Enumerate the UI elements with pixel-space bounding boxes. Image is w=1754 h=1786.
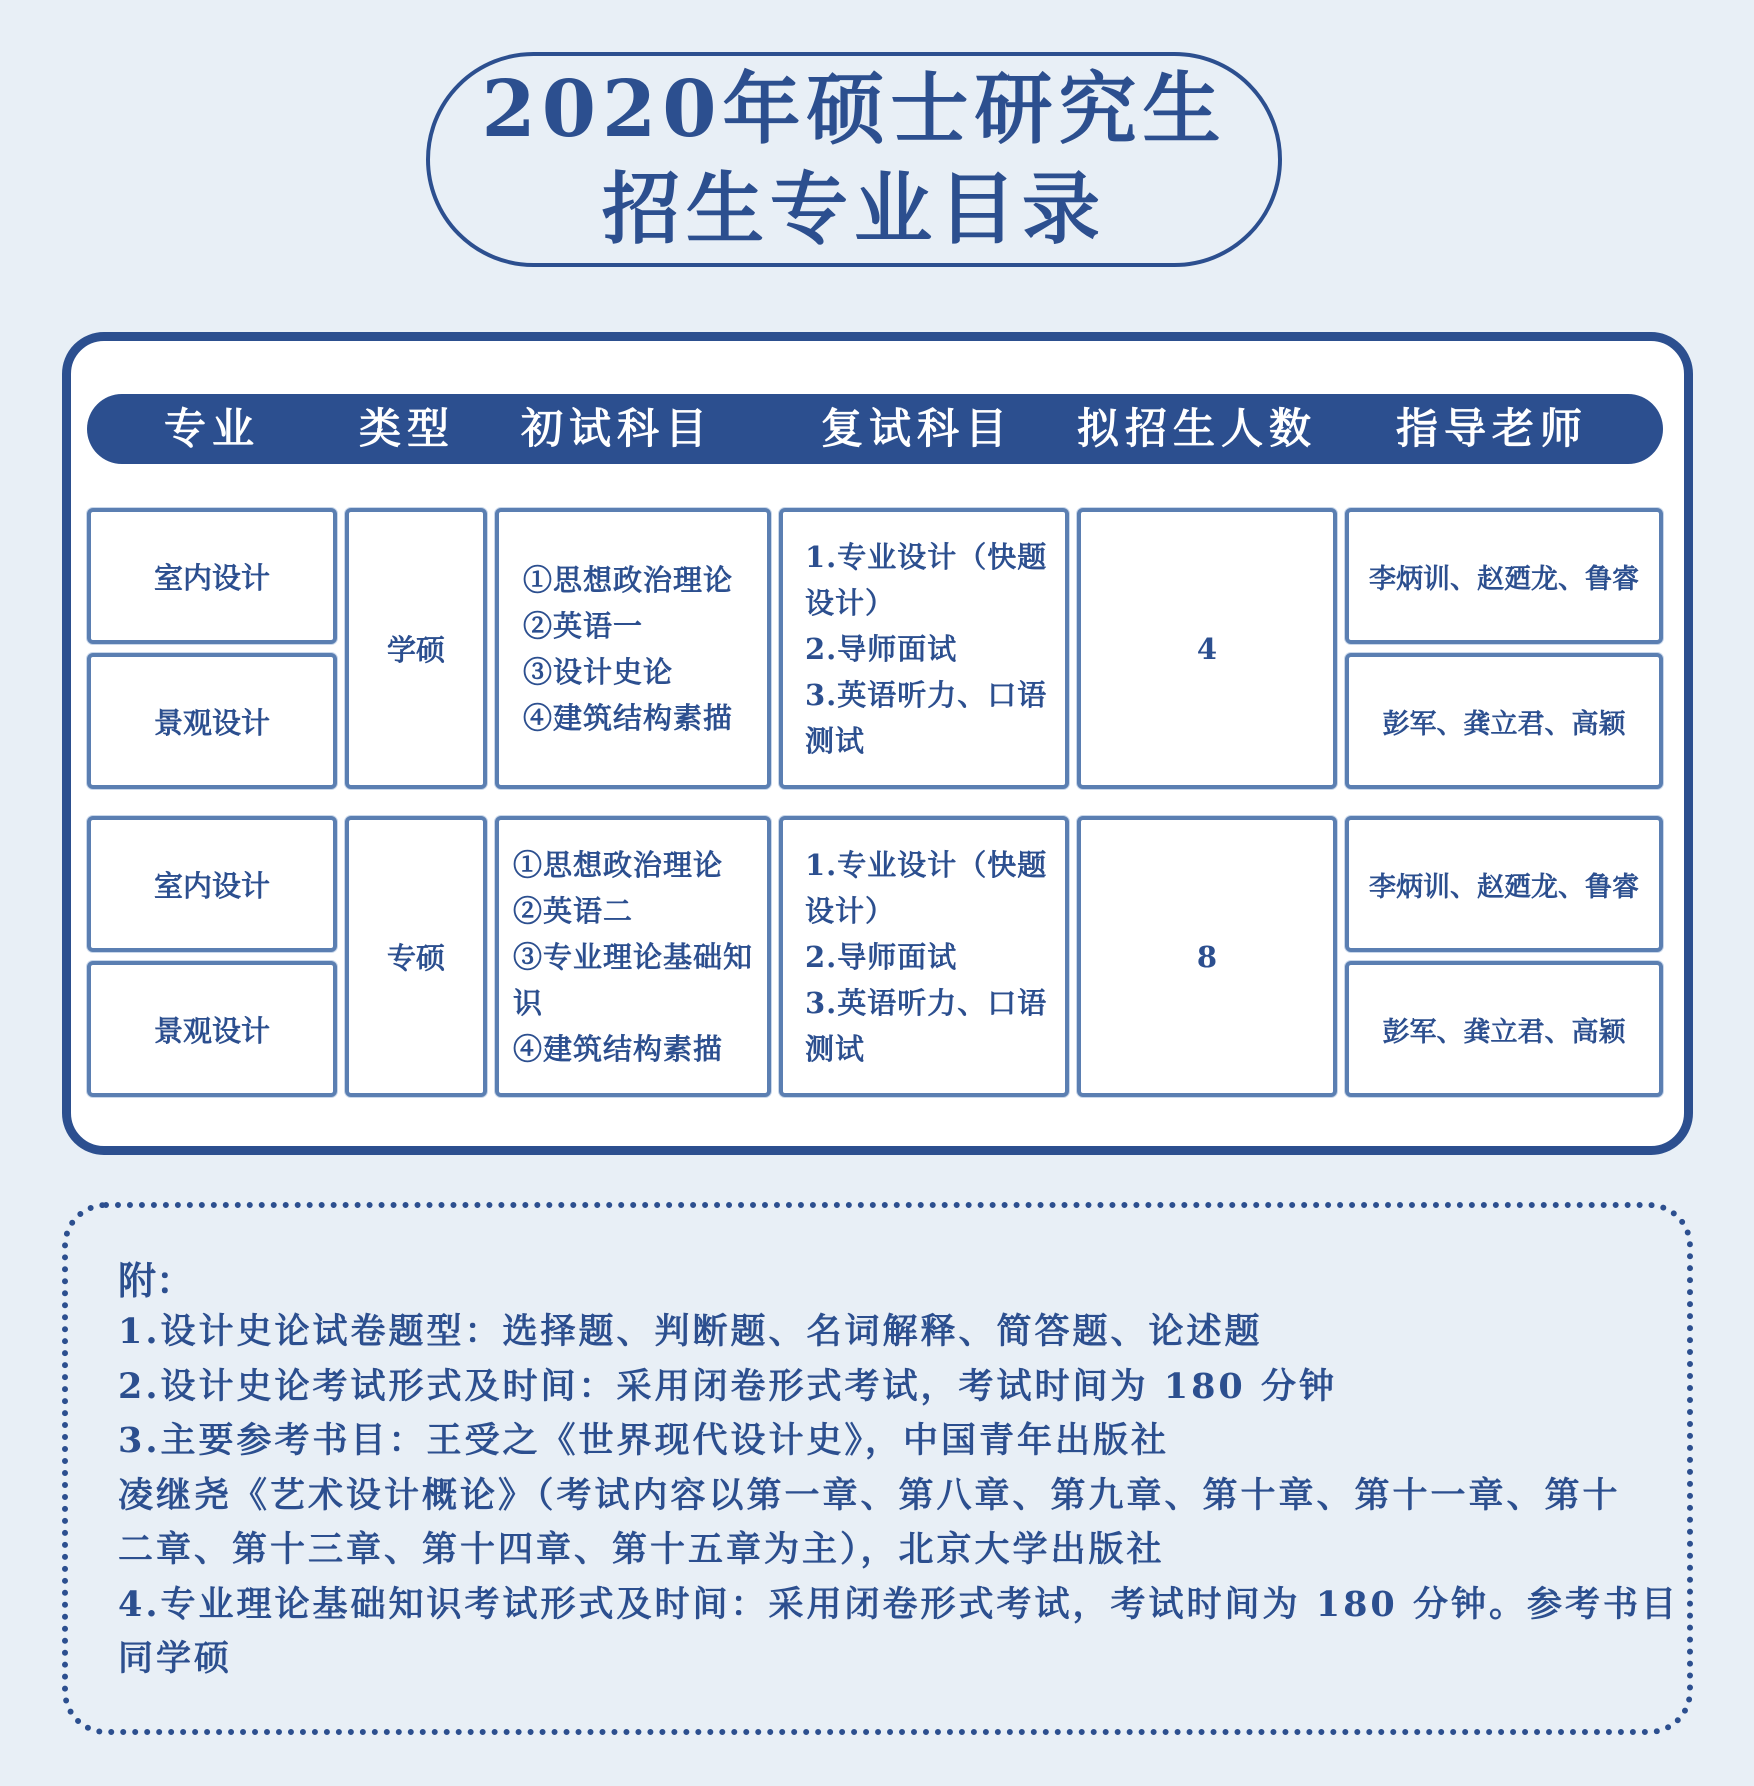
- subject-line: ②英语二: [513, 893, 634, 928]
- type-cell: [345, 816, 487, 1097]
- note-line: 1.设计史论试卷题型：选择题、判断题、名词解释、简答题、论述题: [118, 1311, 1263, 1352]
- degree-type: 专硕: [386, 941, 445, 975]
- header-initial-subjects: 初试科目: [520, 404, 713, 453]
- enrollment-cell: [1077, 816, 1337, 1097]
- enrollment-count: 4: [1196, 631, 1218, 666]
- advisors-cell: [1345, 653, 1663, 789]
- header-major: 专业: [163, 404, 260, 453]
- subject-line: ②英语一: [523, 608, 644, 643]
- major-name: 景观设计: [153, 705, 270, 740]
- subject-line: 3.英语听力、口语: [805, 985, 1048, 1020]
- notes-list: [118, 1305, 1679, 1687]
- header-enrollment: 拟招生人数: [1076, 404, 1317, 453]
- subject-line: 3.英语听力、口语: [805, 677, 1048, 712]
- subject-line: 测试: [805, 1031, 866, 1066]
- advisors-cell: [1345, 961, 1663, 1097]
- note-line: 凌继尧《艺术设计概论》（考试内容以第一章、第八章、第九章、第十章、第十一章、第十: [118, 1474, 1621, 1516]
- major-name: 室内设计: [153, 868, 270, 903]
- page-title-line-2: 招生专业目录: [601, 163, 1106, 255]
- subject-line: 设计）: [805, 893, 896, 928]
- notes-title: 附：: [118, 1258, 195, 1303]
- advisor-names: 彭军、龚立君、高颖: [1382, 708, 1626, 740]
- type-cell: [345, 508, 487, 789]
- subject-line: 设计）: [805, 585, 896, 620]
- major-cell: [87, 816, 337, 952]
- major-name: 景观设计: [153, 1013, 270, 1048]
- major-cell: [87, 653, 337, 789]
- subject-line: ③专业理论基础知: [513, 939, 754, 974]
- title-banner: [426, 52, 1282, 267]
- subject-line: 1.专业设计（快题: [805, 847, 1048, 882]
- subject-line: ④建筑结构素描: [513, 1031, 724, 1066]
- enrollment-count: 8: [1196, 939, 1218, 974]
- note-line: 3.主要参考书目：王受之《世界现代设计史》，中国青年出版社: [118, 1420, 1170, 1461]
- enrollment-cell: [1077, 508, 1337, 789]
- major-cell: [87, 961, 337, 1097]
- note-line: 4.专业理论基础知识考试形式及时间：采用闭卷形式考试，考试时间为 180 分钟。参考书目: [118, 1583, 1679, 1625]
- page-title-line-1: 2020年硕士研究生: [481, 63, 1227, 155]
- major-name: 室内设计: [153, 560, 270, 595]
- retest-subjects-cell: [779, 508, 1069, 789]
- subject-line: ④建筑结构素描: [523, 700, 734, 735]
- subject-line: ①思想政治理论: [513, 847, 724, 882]
- table-header: [87, 394, 1663, 464]
- subject-line: 2.导师面试: [805, 631, 958, 666]
- note-line: 同学硕: [118, 1638, 233, 1679]
- note-line: 二章、第十三章、第十四章、第十五章为主），北京大学出版社: [118, 1529, 1165, 1570]
- advisors-cell: [1345, 816, 1663, 952]
- initial-subjects-cell: [495, 508, 771, 789]
- degree-type: 学硕: [386, 633, 445, 667]
- subject-line: 识: [513, 985, 544, 1020]
- subject-line: ③设计史论: [523, 654, 674, 689]
- retest-subjects-cell: [779, 816, 1069, 1097]
- advisor-names: 彭军、龚立君、高颖: [1382, 1016, 1626, 1048]
- major-cell: [87, 508, 337, 644]
- header-type: 类型: [358, 404, 455, 453]
- note-line: 2.设计史论考试形式及时间：采用闭卷形式考试，考试时间为 180 分钟: [118, 1365, 1337, 1407]
- initial-subjects-cell: [495, 816, 771, 1097]
- advisor-names: 李炳训、赵廼龙、鲁睿: [1369, 563, 1639, 595]
- header-retest-subjects: 复试科目: [820, 404, 1013, 453]
- advisor-names: 李炳训、赵廼龙、鲁睿: [1369, 871, 1639, 903]
- advisors-cell: [1345, 508, 1663, 644]
- subject-line: 测试: [805, 723, 866, 758]
- subject-line: ①思想政治理论: [523, 562, 734, 597]
- subject-line: 2.导师面试: [805, 939, 958, 974]
- header-advisors: 指导老师: [1395, 404, 1588, 453]
- subject-line: 1.专业设计（快题: [805, 539, 1048, 574]
